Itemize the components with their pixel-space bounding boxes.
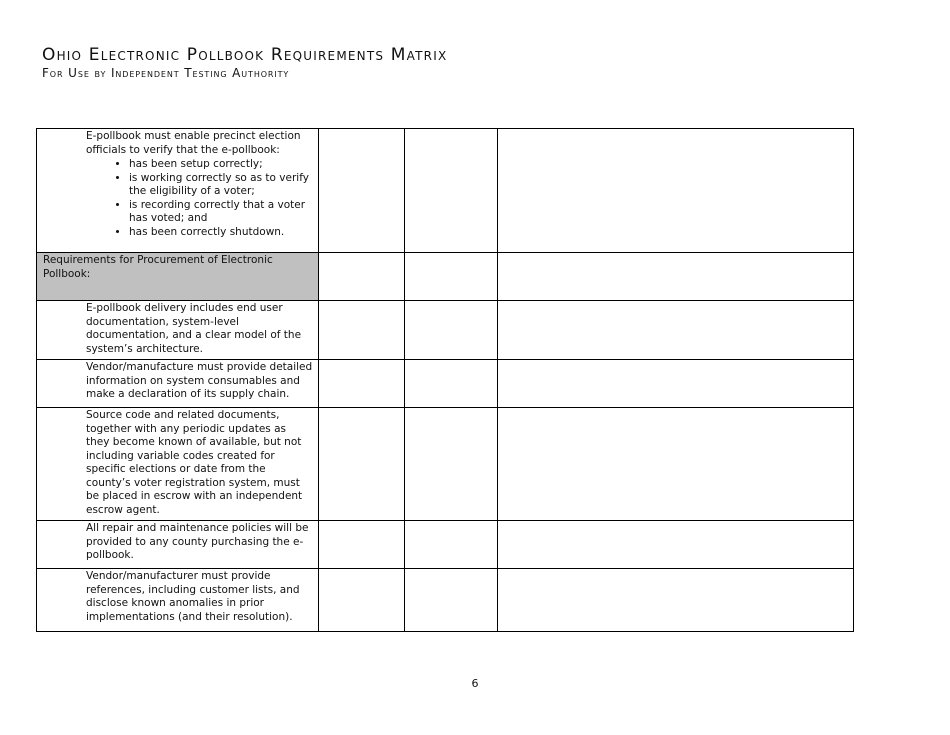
bullet-item: • is working correctly so as to verify the eligibility of a voter; — [129, 172, 312, 199]
requirement-cell: All repair and maintenance policies will be provided to any county purchasing the e-pollbook. — [37, 521, 319, 569]
requirements-matrix-table — [36, 128, 854, 632]
empty-cell — [497, 129, 853, 253]
empty-cell — [497, 408, 853, 521]
empty-cell — [405, 569, 497, 632]
empty-cell — [319, 360, 405, 408]
section-header-cell: Requirements for Procurement of Electronic Pollbook: — [37, 253, 319, 301]
table-row — [37, 360, 854, 408]
empty-cell — [497, 253, 853, 301]
section-row — [37, 253, 854, 301]
empty-cell — [319, 569, 405, 632]
bullet-item: • is recording correctly that a voter has voted; and — [129, 199, 312, 226]
empty-cell — [497, 360, 853, 408]
requirement-text: E-pollbook must enable precinct election officials to verify that the e-pollbook: — [86, 130, 301, 156]
empty-cell — [405, 129, 497, 253]
empty-cell — [405, 360, 497, 408]
table-row — [37, 408, 854, 521]
requirement-cell — [37, 129, 319, 253]
empty-cell — [319, 408, 405, 521]
empty-cell — [405, 301, 497, 360]
bullet-item: • has been setup correctly; — [129, 158, 312, 172]
empty-cell — [319, 301, 405, 360]
empty-cell — [319, 253, 405, 301]
empty-cell — [405, 408, 497, 521]
bullet-item: • has been correctly shutdown. — [129, 226, 312, 240]
empty-cell — [497, 569, 853, 632]
empty-cell — [497, 521, 853, 569]
page-subtitle: For Use by Independent Testing Authority — [42, 66, 290, 80]
table-row — [37, 301, 854, 360]
empty-cell — [319, 521, 405, 569]
requirement-cell: E-pollbook delivery includes end user documentation, system-level documentation, and a clear model of the system’s architecture. — [37, 301, 319, 360]
empty-cell — [319, 129, 405, 253]
empty-cell — [405, 521, 497, 569]
requirement-cell: Vendor/manufacture must provide detailed information on system consumables and make a declaration of its supply chain. — [37, 360, 319, 408]
page-number: 6 — [471, 677, 479, 690]
table-row — [37, 521, 854, 569]
table-row — [37, 129, 854, 253]
page-title: Ohio Electronic Pollbook Requirements Matrix — [42, 45, 448, 65]
bullet-list — [86, 158, 312, 239]
empty-cell — [497, 301, 853, 360]
table-row — [37, 569, 854, 632]
requirement-cell: Vendor/manufacturer must provide references, including customer lists, and disclose known anomalies in prior implementations (and their resolution). — [37, 569, 319, 632]
requirement-cell: Source code and related documents, together with any periodic updates as they become known of available, but not including variable codes created for specific elections or date from the county’s voter registration system, must be placed in escrow with an independent escrow agent. — [37, 408, 319, 521]
empty-cell — [405, 253, 497, 301]
